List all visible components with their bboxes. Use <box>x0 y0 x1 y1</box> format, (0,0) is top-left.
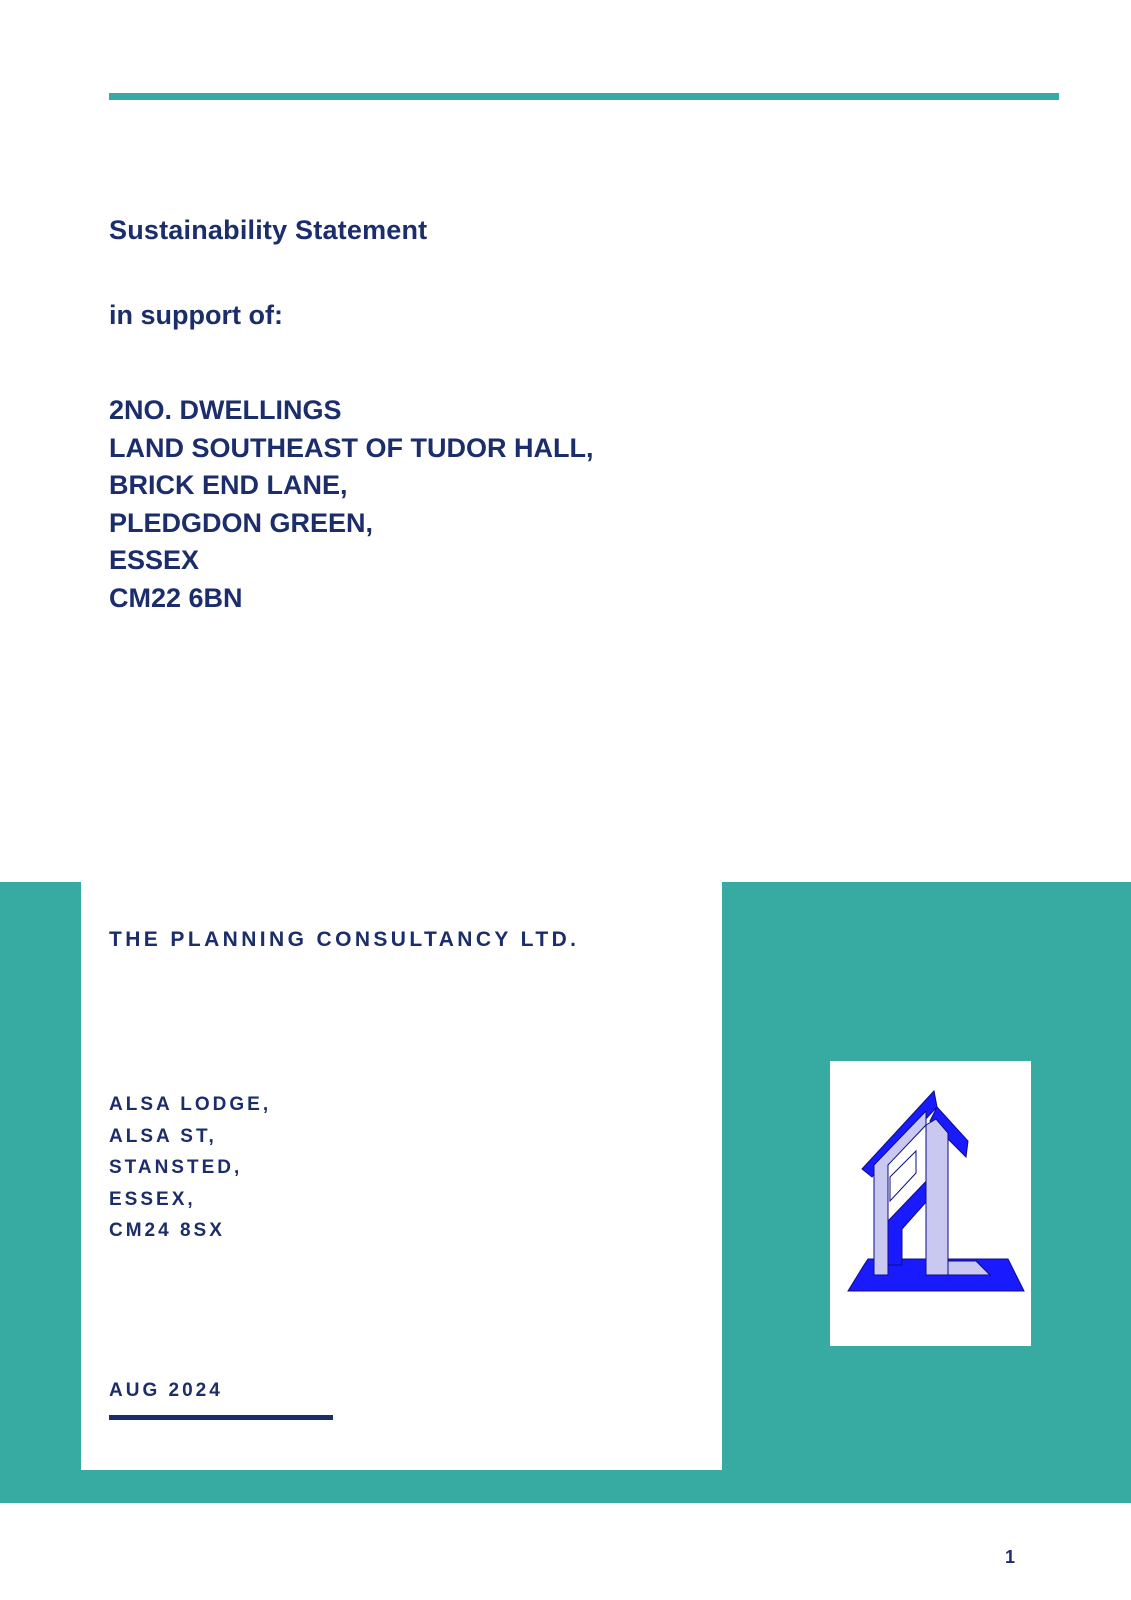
logo-box <box>830 1061 1031 1346</box>
office-address-line: ALSA ST, <box>109 1125 217 1147</box>
site-address-line: PLEDGDON GREEN, <box>109 507 374 538</box>
page-number: 1 <box>1005 1547 1016 1567</box>
document-date: AUG 2024 <box>109 1380 223 1401</box>
site-address-line: LAND SOUTHEAST OF TUDOR HALL, <box>109 432 594 463</box>
office-address-line: ESSEX, <box>109 1188 196 1210</box>
site-address-line: ESSEX <box>109 545 200 575</box>
document-title: Sustainability Statement <box>109 215 428 245</box>
office-address-line: STANSTED, <box>109 1157 243 1179</box>
site-address-line: CM22 6BN <box>109 582 243 613</box>
top-rule <box>109 93 1059 100</box>
document-subtitle: in support of: <box>109 300 283 330</box>
site-address-line: BRICK END LANE, <box>109 470 348 500</box>
site-address <box>109 392 593 617</box>
office-address <box>109 1089 271 1247</box>
date-underline <box>109 1415 333 1420</box>
house-pl-logo-icon <box>830 1061 1031 1346</box>
company-name: THE PLANNING CONSULTANCY LTD. <box>109 928 580 951</box>
office-address-line: CM24 8SX <box>109 1220 225 1242</box>
site-address-line: 2NO. DWELLINGS <box>109 395 342 425</box>
office-address-line: ALSA LODGE, <box>109 1094 272 1115</box>
